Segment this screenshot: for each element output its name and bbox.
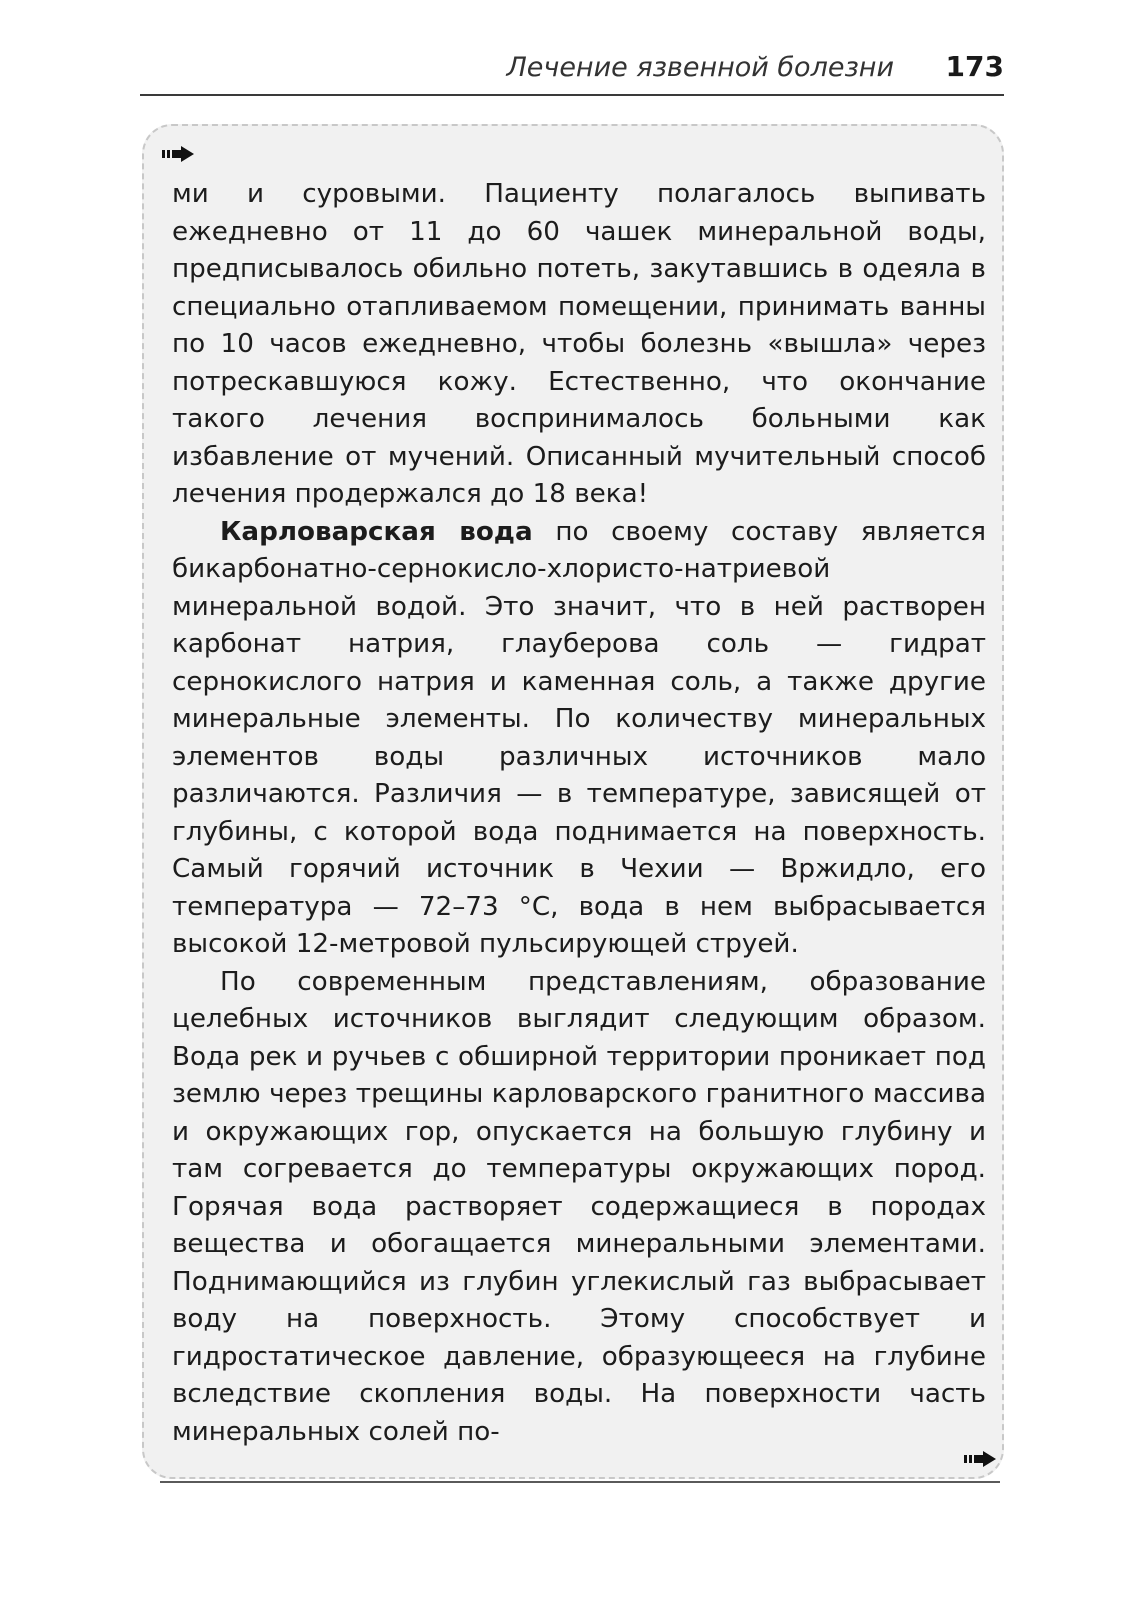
paragraph-2-term: Карловарская вода <box>220 516 533 547</box>
paragraph-2 <box>172 514 986 964</box>
continuation-arrow-icon <box>964 1451 996 1467</box>
running-title: Лечение язвенной болезни <box>506 52 894 83</box>
paragraph-1 <box>172 176 986 514</box>
paragraph-1-text: ми и суровыми. Пациенту полагалось выпивать ежедневно от 11 до 60 чашек минеральной воды, предписывалось обильно потеть, закутавшись в одеяла в специально отапливаемом помещении, принимать ванны по 10 часов ежедневно, чтобы болезнь «вышла» через потрескавшуюся кожу. Естественно, что окончание такого лечения воспринималось больными как избавление от мучений. Описанный мучительный способ лечения продержался до 18 века! <box>172 179 986 509</box>
continuation-arrow-icon <box>162 146 194 162</box>
paragraph-2-text: по своему составу является бикарбонатно-сернокисло-хлористо-натриевой минеральной водой. Это значит, что в ней растворен карбонат натрия, глауберова соль — гидрат сернокислого натрия и каменная соль, а также другие минеральные элементы. По количеству минеральных элементов воды различных источников мало различаются. Различия — в температуре, зависящей от глубины, с которой вода поднимается на поверхность. Самый горячий источник в Чехии — Вржидло, его температура — 72–73 °C, вода в нем выбрасывается высокой 12-метровой пульсирующей струей. <box>172 516 986 959</box>
page-number: 173 <box>945 50 1004 83</box>
paragraph-3-text: По современным представлениям, образование целебных источников выглядит следующим образом. Вода рек и ручьев с обширной территории проникает под землю через трещины карловарского гранитного массива и окружающих гор, опускается на большую глубину и там согревается до температуры окружающих пород. Горячая вода растворяет содержащиеся в породах вещества и обогащается минеральными элементами. Поднимающийся из глубин углекислый газ выбрасывает воду на поверхность. Этому способствует и гидростатическое давление, образующееся на глубине вследствие скопления воды. На поверхности часть минеральных солей по- <box>172 966 986 1447</box>
paragraph-3 <box>172 964 986 1452</box>
body-text <box>172 176 986 1451</box>
panel-bottom-rule <box>160 1481 1000 1483</box>
page-header <box>140 50 1004 96</box>
